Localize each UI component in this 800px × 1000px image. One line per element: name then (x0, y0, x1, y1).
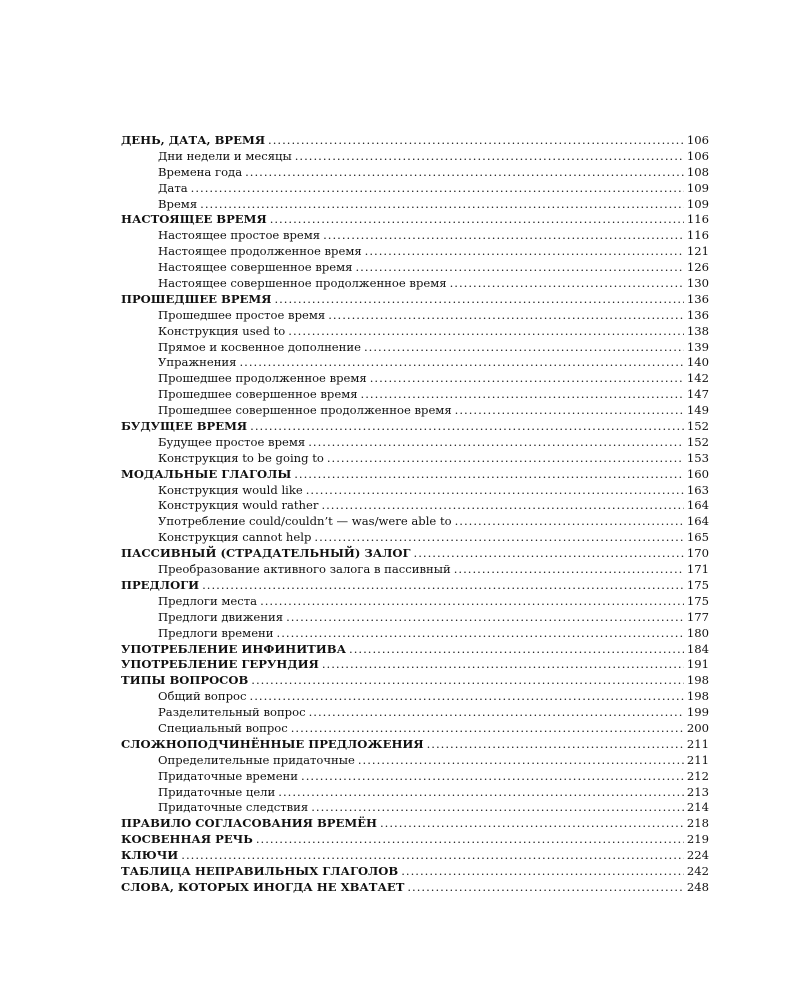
toc-dot-leader (286, 610, 684, 626)
toc-entry-title: Прямое и косвенное дополнение (158, 339, 361, 354)
toc-entry-title: Конструкция to be going to (158, 450, 324, 465)
toc-dot-leader (349, 642, 684, 658)
toc-page-number: 116 (686, 228, 709, 243)
toc-subsection-entry (121, 498, 709, 514)
toc-dot-leader (308, 435, 684, 451)
toc-page-number: 142 (686, 371, 709, 386)
toc-subsection-entry (121, 276, 709, 292)
toc-entry-title: Настоящее совершенное время (158, 260, 353, 275)
toc-entry-title: БУДУЩЕЕ ВРЕМЯ (121, 419, 248, 434)
toc-section-entry (121, 673, 709, 689)
toc-page-number: 140 (686, 355, 709, 370)
toc-subsection-entry (121, 594, 709, 610)
toc-subsection-entry (121, 308, 709, 324)
toc-entry-title: ПАССИВНЫЙ (СТРАДАТЕЛЬНЫЙ) ЗАЛОГ (121, 546, 411, 561)
toc-dot-leader (278, 785, 684, 801)
toc-entry-title: МОДАЛЬНЫЕ ГЛАГОЛЫ (121, 466, 292, 481)
toc-entry-title: Придаточные следствия (158, 800, 309, 815)
toc-dot-leader (455, 403, 684, 419)
toc-section-entry (121, 816, 709, 832)
toc-subsection-entry (121, 260, 709, 276)
toc-page-number: 152 (686, 434, 709, 449)
toc-section-entry (121, 212, 709, 228)
toc-entry-title: Прошедшее простое время (158, 307, 326, 322)
toc-section-entry (121, 737, 709, 753)
toc-page-number: 136 (686, 291, 709, 306)
toc-section-entry (121, 864, 709, 880)
toc-entry-title: Определительные придаточные (158, 752, 355, 767)
toc-entry-title: Дата (158, 180, 188, 195)
toc-entry-title: Специальный вопрос (158, 720, 288, 735)
toc-entry-title: Будущее простое время (158, 434, 306, 449)
toc-dot-leader (181, 848, 684, 864)
toc-page-number: 164 (686, 514, 709, 529)
toc-subsection-entry (121, 753, 709, 769)
toc-page-number: 242 (686, 863, 709, 878)
toc-subsection-entry (121, 705, 709, 721)
toc-dot-leader (455, 514, 684, 530)
toc-entry-title: КОСВЕННАЯ РЕЧЬ (121, 832, 253, 847)
toc-section-entry (121, 133, 709, 149)
toc-subsection-entry (121, 435, 709, 451)
toc-dot-leader (291, 721, 684, 737)
toc-page-number: 116 (686, 212, 709, 227)
toc-entry-title: Времена года (158, 164, 243, 179)
toc-section-entry (121, 832, 709, 848)
toc-subsection-entry (121, 244, 709, 260)
toc-dot-leader (239, 355, 683, 371)
toc-page-number: 136 (686, 307, 709, 322)
toc-page-number: 200 (686, 720, 709, 735)
toc-page-number: 191 (686, 657, 709, 672)
toc-subsection-entry (121, 785, 709, 801)
toc-subsection-entry (121, 324, 709, 340)
toc-entry-title: ПРЕДЛОГИ (121, 577, 200, 592)
toc-page-number: 153 (686, 450, 709, 465)
toc-page-number: 198 (686, 673, 709, 688)
toc-page-number: 163 (686, 482, 709, 497)
toc-entry-title: Прошедшее совершенное время (158, 387, 358, 402)
toc-section-entry (121, 546, 709, 562)
toc-dot-leader (365, 244, 684, 260)
toc-entry-title: Предлоги времени (158, 625, 274, 640)
toc-entry-title: УПОТРЕБЛЕНИЕ ИНФИНИТИВА (121, 641, 347, 656)
toc-subsection-entry (121, 451, 709, 467)
toc-entry-title: КЛЮЧИ (121, 848, 179, 863)
toc-dot-leader (380, 816, 684, 832)
toc-dot-leader (323, 228, 684, 244)
toc-dot-leader (250, 689, 684, 705)
toc-dot-leader (294, 467, 684, 483)
toc-dot-leader (250, 419, 684, 435)
toc-subsection-entry (121, 562, 709, 578)
toc-subsection-entry (121, 800, 709, 816)
toc-entry-title: ПРОШЕДШЕЕ ВРЕМЯ (121, 291, 272, 306)
toc-entry-title: УПОТРЕБЛЕНИЕ ГЕРУНДИЯ (121, 657, 319, 672)
toc-entry-title: Прошедшее совершенное продолженное время (158, 403, 452, 418)
toc-page-number: 224 (686, 848, 709, 863)
toc-dot-leader (270, 212, 684, 228)
toc-dot-leader (314, 530, 683, 546)
toc-dot-leader (454, 562, 684, 578)
toc-entry-title: ТАБЛИЦА НЕПРАВИЛЬНЫХ ГЛАГОЛОВ (121, 863, 399, 878)
toc-subsection-entry (121, 483, 709, 499)
toc-page-number: 108 (686, 164, 709, 179)
toc-dot-leader (427, 737, 684, 753)
toc-subsection-entry (121, 149, 709, 165)
toc-dot-leader (309, 705, 684, 721)
toc-entry-title: Употребление could/couldn’t — was/were able to (158, 514, 452, 529)
toc-subsection-entry (121, 769, 709, 785)
toc-entry-title: Конструкция would like (158, 482, 303, 497)
toc-subsection-entry (121, 355, 709, 371)
toc-subsection-entry (121, 403, 709, 419)
toc-dot-leader (256, 832, 684, 848)
toc-entry-title: Преобразование активного залога в пассивный (158, 562, 451, 577)
toc-section-entry (121, 642, 709, 658)
toc-entry-title: ТИПЫ ВОПРОСОВ (121, 673, 249, 688)
toc-subsection-entry (121, 689, 709, 705)
toc-page-number: 106 (686, 133, 709, 147)
toc-page-number: 198 (686, 689, 709, 704)
toc-dot-leader (311, 800, 684, 816)
toc-page-number: 219 (686, 832, 709, 847)
toc-subsection-entry (121, 340, 709, 356)
toc-page-number: 171 (686, 562, 709, 577)
table-of-contents (121, 133, 709, 896)
toc-dot-leader (260, 594, 684, 610)
toc-entry-title: Придаточные времени (158, 768, 299, 783)
toc-section-entry (121, 292, 709, 308)
toc-subsection-entry (121, 228, 709, 244)
toc-page-number: 139 (686, 339, 709, 354)
toc-page-number: 211 (686, 752, 709, 767)
toc-entry-title: Придаточные цели (158, 784, 276, 799)
toc-subsection-entry (121, 165, 709, 181)
toc-page-number: 218 (686, 816, 709, 831)
toc-entry-title: Настоящее простое время (158, 228, 321, 243)
toc-dot-leader (370, 371, 684, 387)
toc-page-number: 177 (686, 609, 709, 624)
toc-subsection-entry (121, 514, 709, 530)
toc-dot-leader (191, 181, 684, 197)
toc-page-number: 212 (686, 768, 709, 783)
toc-page-number: 213 (686, 784, 709, 799)
toc-dot-leader (414, 546, 684, 562)
toc-dot-leader (327, 451, 684, 467)
toc-entry-title: Разделительный вопрос (158, 705, 306, 720)
toc-entry-title: Время (158, 196, 198, 211)
toc-subsection-entry (121, 197, 709, 213)
toc-section-entry (121, 657, 709, 673)
toc-page-number: 175 (686, 577, 709, 592)
toc-section-entry (121, 880, 709, 896)
toc-dot-leader (306, 483, 684, 499)
toc-subsection-entry (121, 371, 709, 387)
toc-page-number: 106 (686, 148, 709, 163)
toc-entry-title: ДЕНЬ, ДАТА, ВРЕМЯ (121, 133, 266, 147)
toc-dot-leader (268, 133, 684, 149)
toc-subsection-entry (121, 387, 709, 403)
toc-page-number: 164 (686, 498, 709, 513)
toc-dot-leader (401, 864, 684, 880)
toc-subsection-entry (121, 626, 709, 642)
toc-page-number: 152 (686, 419, 709, 434)
toc-page-number: 147 (686, 387, 709, 402)
toc-dot-leader (322, 657, 684, 673)
toc-dot-leader (288, 324, 684, 340)
toc-entry-title: Дни недели и месяцы (158, 148, 292, 163)
toc-dot-leader (251, 673, 684, 689)
toc-page-number: 121 (686, 244, 709, 259)
toc-dot-leader (407, 880, 684, 896)
toc-subsection-entry (121, 530, 709, 546)
toc-section-entry (121, 467, 709, 483)
toc-section-entry (121, 419, 709, 435)
toc-dot-leader (361, 387, 684, 403)
toc-page-number: 160 (686, 466, 709, 481)
toc-entry-title: Упражнения (158, 355, 237, 370)
toc-entry-title: Предлоги движения (158, 609, 284, 624)
toc-page-number: 180 (686, 625, 709, 640)
toc-page-number: 199 (686, 705, 709, 720)
toc-dot-leader (321, 498, 683, 514)
toc-page-number: 184 (686, 641, 709, 656)
toc-entry-title: Конструкция cannot help (158, 530, 312, 545)
toc-entry-title: Прошедшее продолженное время (158, 371, 367, 386)
toc-dot-leader (328, 308, 684, 324)
toc-page-number: 149 (686, 403, 709, 418)
toc-dot-leader (277, 626, 684, 642)
toc-section-entry (121, 578, 709, 594)
toc-page-number: 109 (686, 196, 709, 211)
toc-entry-title: Настоящее продолженное время (158, 244, 362, 259)
toc-entry-title: Общий вопрос (158, 689, 247, 704)
toc-dot-leader (301, 769, 684, 785)
toc-entry-title: СЛОВА, КОТОРЫХ ИНОГДА НЕ ХВАТАЕТ (121, 879, 405, 894)
toc-entry-title: ПРАВИЛО СОГЛАСОВАНИЯ ВРЕМЁН (121, 816, 377, 831)
toc-subsection-entry (121, 610, 709, 626)
toc-dot-leader (200, 197, 684, 213)
toc-entry-title: НАСТОЯЩЕЕ ВРЕМЯ (121, 212, 267, 227)
toc-page-number: 214 (686, 800, 709, 815)
toc-dot-leader (245, 165, 684, 181)
toc-page-number: 109 (686, 180, 709, 195)
toc-entry-title: Конструкция used to (158, 323, 286, 338)
toc-entry-title: СЛОЖНОПОДЧИНЁННЫЕ ПРЕДЛОЖЕНИЯ (121, 736, 424, 751)
toc-dot-leader (358, 753, 684, 769)
toc-page-number: 248 (686, 879, 709, 894)
toc-page-number: 211 (686, 736, 709, 751)
toc-section-entry (121, 848, 709, 864)
toc-page-number: 130 (686, 276, 709, 291)
toc-dot-leader (450, 276, 684, 292)
toc-dot-leader (355, 260, 683, 276)
toc-dot-leader (274, 292, 683, 308)
toc-dot-leader (202, 578, 684, 594)
toc-page-number: 126 (686, 260, 709, 275)
toc-subsection-entry (121, 721, 709, 737)
toc-page-number: 165 (686, 530, 709, 545)
toc-subsection-entry (121, 181, 709, 197)
toc-dot-leader (364, 340, 684, 356)
toc-entry-title: Предлоги места (158, 593, 258, 608)
toc-entry-title: Конструкция would rather (158, 498, 319, 513)
toc-page-number: 175 (686, 593, 709, 608)
toc-entry-title: Настоящее совершенное продолженное время (158, 276, 447, 291)
toc-page-number: 170 (686, 546, 709, 561)
toc-page-number: 138 (686, 323, 709, 338)
toc-dot-leader (295, 149, 684, 165)
